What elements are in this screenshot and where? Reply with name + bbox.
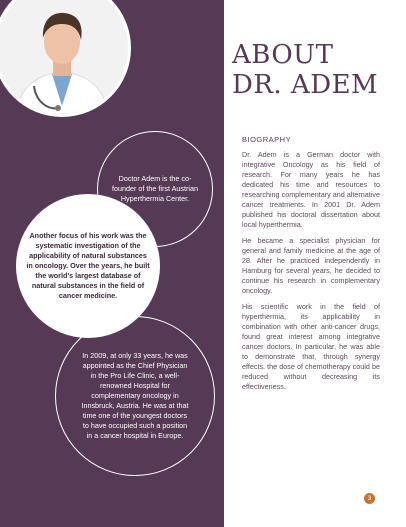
career-circle (55, 316, 215, 476)
career-circle-text: In 2009, at only 33 years, he was appointed as the Chief Physician in the Pro Life Clinic, a well-renowned Hospital for complementary oncology in Innsbruck, Austria. He was at that time one of the youngest doctors to have occupied such a position in a cancer hospital in Europe. (81, 351, 189, 440)
title-line-1: ABOUT (232, 40, 334, 70)
page-number-badge: 3 (364, 493, 375, 504)
biography-paragraph: Dr. Adem is a German doctor with integrative Oncology as his field of research. For many years he has dedicated his time and resources to researching complementary and alternative cancer treatments. In 2001 Dr. Adem published his doctoral dissertation about local hyperthermia. (242, 150, 380, 229)
biography-label: BIOGRAPHY (242, 135, 292, 144)
focus-circle-text: Another focus of his work was the systematic investigation of the applicability of natural substances in oncology. Over the years, he built the world's largest database of natural substances in the field of cancer medicine. (26, 231, 150, 300)
biography-paragraph: He became a specialist physician for general and family medicine at the age of 28. After he practiced independently in Hamburg for several years, he decided to continue his research in complementary oncology. (242, 236, 380, 295)
biography-paragraph: His scientific work in the field of hyperthermia, its applicability in combination with other anti-cancer drugs, found great interest among integrative cancer doctors. In particular, he was able to demonstrate that, through synergy effects, the dose of chemotherapy could be reduced without decreasing its effectiveness. (242, 302, 380, 391)
intro-circle-text: Doctor Adem is the co-founder of the first Austrian Hyperthermia Center. (112, 174, 198, 203)
page-title (232, 40, 378, 100)
biography-text (242, 150, 380, 398)
title-line-2: DR. ADEM (232, 70, 379, 100)
